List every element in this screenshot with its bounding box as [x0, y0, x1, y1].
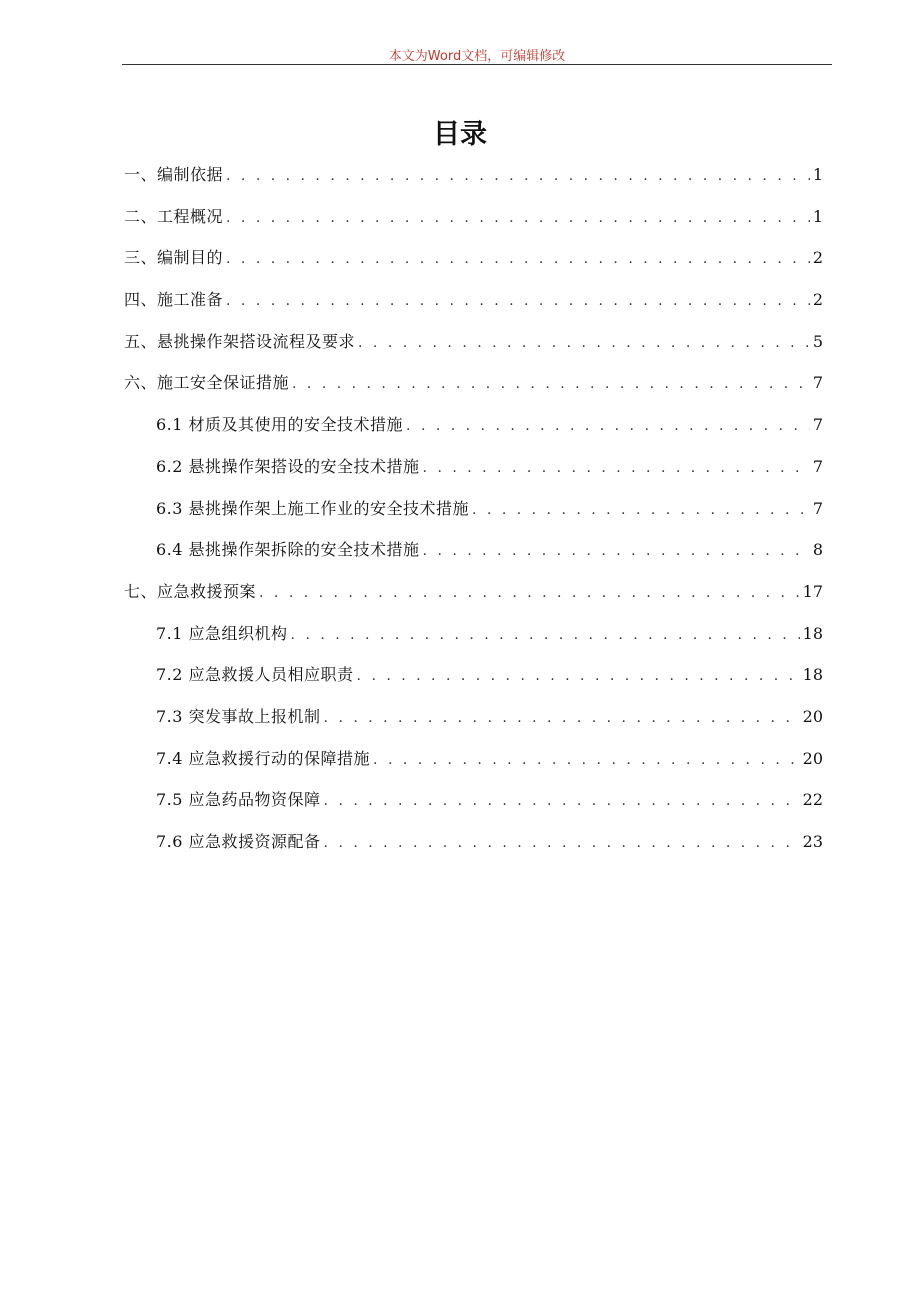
- toc-entry-label: 7.5 应急药品物资保障: [156, 790, 321, 810]
- toc-dot-leader: [291, 627, 800, 643]
- toc-entry-page-number: 20: [802, 748, 823, 768]
- toc-entry-label: 四、施工准备: [124, 290, 224, 310]
- toc-entry-page-number: 1: [812, 206, 823, 226]
- toc-title: 目录: [433, 119, 487, 150]
- toc-entry-page-number: 2: [812, 248, 823, 268]
- toc-dot-leader: [324, 835, 800, 851]
- page-header: 本文为Word文档，可编辑修改: [388, 49, 566, 64]
- toc-entry-label: 7.2 应急救援人员相应职责: [156, 665, 354, 685]
- toc-entry-label: 一、编制依据: [124, 165, 224, 184]
- toc-dot-leader: [226, 168, 810, 184]
- toc-dot-leader: [292, 376, 810, 392]
- toc-entry-page-number: 18: [802, 665, 823, 685]
- toc-entry[interactable]: [124, 454, 823, 496]
- toc-entry-page-number: 23: [802, 832, 823, 851]
- toc-entry[interactable]: [124, 537, 823, 579]
- toc-entry-label: 六、施工安全保证措施: [124, 373, 290, 393]
- toc-entry-label: 7.4 应急救援行动的保障措施: [156, 748, 371, 768]
- toc-entry[interactable]: [124, 787, 823, 829]
- toc-entry-page-number: 20: [802, 706, 823, 726]
- toc-dot-leader: [226, 210, 810, 226]
- toc-dot-leader: [423, 460, 810, 476]
- toc-entry-label: 6.4 悬挑操作架拆除的安全技术措施: [156, 540, 420, 560]
- toc-entry-page-number: 18: [802, 623, 823, 643]
- toc-dot-leader: [324, 793, 800, 809]
- toc-entry[interactable]: [124, 245, 823, 287]
- toc-entry-page-number: 7: [812, 373, 823, 393]
- toc-entry-page-number: 7: [812, 498, 823, 518]
- toc-entry[interactable]: [124, 662, 823, 704]
- header-divider: [122, 64, 832, 65]
- toc-entry-page-number: 8: [812, 540, 823, 560]
- toc-entry[interactable]: [124, 829, 823, 871]
- toc-entry[interactable]: [124, 287, 823, 329]
- table-of-contents: [124, 162, 823, 871]
- toc-entry-label: 二、工程概况: [124, 206, 224, 226]
- toc-entry-page-number: 17: [802, 581, 823, 601]
- toc-entry[interactable]: [124, 621, 823, 663]
- toc-entry-page-number: 1: [812, 165, 823, 184]
- toc-dot-leader: [472, 502, 810, 518]
- toc-entry[interactable]: [124, 204, 823, 246]
- toc-entry-label: 7.3 突发事故上报机制: [156, 706, 321, 726]
- toc-entry[interactable]: [124, 162, 823, 204]
- toc-entry[interactable]: [124, 412, 823, 454]
- toc-entry-label: 7.1 应急组织机构: [156, 623, 288, 643]
- toc-dot-leader: [324, 710, 800, 726]
- toc-entry[interactable]: [124, 496, 823, 538]
- toc-entry-page-number: 2: [812, 290, 823, 310]
- toc-entry-page-number: 7: [812, 415, 823, 435]
- toc-entry[interactable]: [124, 704, 823, 746]
- toc-entry-label: 三、编制目的: [124, 248, 224, 268]
- toc-entry[interactable]: [124, 746, 823, 788]
- toc-entry-page-number: 7: [812, 456, 823, 476]
- toc-dot-leader: [259, 585, 800, 601]
- toc-dot-leader: [357, 668, 800, 684]
- toc-dot-leader: [358, 335, 810, 351]
- toc-dot-leader: [373, 752, 800, 768]
- toc-dot-leader: [226, 293, 810, 309]
- toc-entry[interactable]: [124, 370, 823, 412]
- toc-entry-label: 五、悬挑操作架搭设流程及要求: [124, 331, 356, 351]
- toc-entry-label: 6.3 悬挑操作架上施工作业的安全技术措施: [156, 498, 470, 518]
- toc-dot-leader: [406, 418, 810, 434]
- toc-entry-label: 6.1 材质及其使用的安全技术措施: [156, 415, 404, 435]
- toc-dot-leader: [423, 543, 810, 559]
- toc-entry[interactable]: [124, 329, 823, 371]
- toc-entry-label: 七、应急救援预案: [124, 581, 257, 601]
- toc-entry-label: 6.2 悬挑操作架搭设的安全技术措施: [156, 456, 420, 476]
- toc-entry-label: 7.6 应急救援资源配备: [156, 832, 321, 851]
- toc-entry[interactable]: [124, 579, 823, 621]
- toc-dot-leader: [226, 251, 810, 267]
- toc-entry-page-number: 5: [812, 331, 823, 351]
- toc-entry-page-number: 22: [802, 790, 823, 810]
